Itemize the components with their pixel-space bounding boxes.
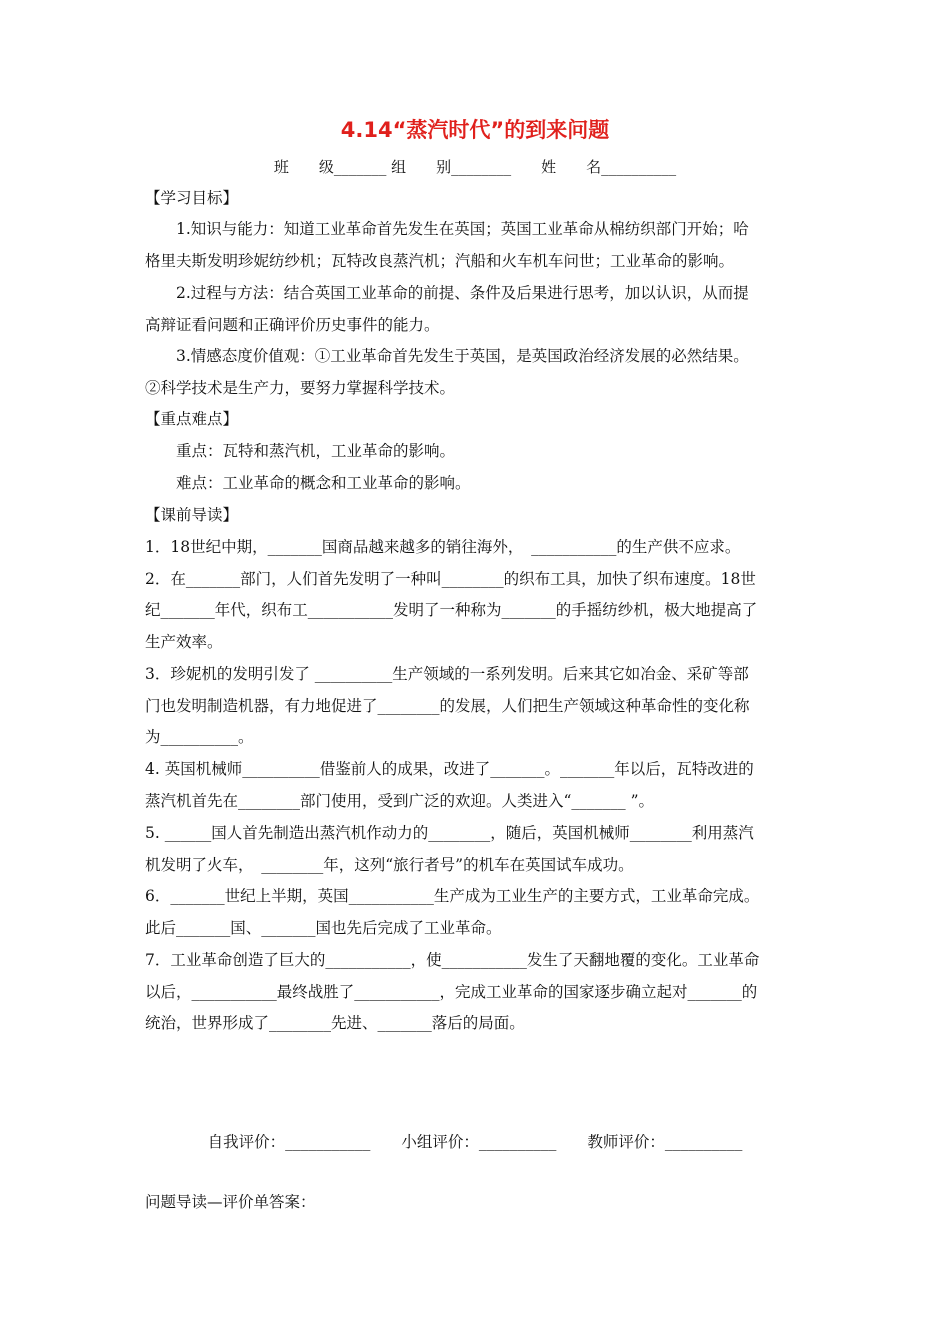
objective-line: 格里夫斯发明珍妮纺纱机；瓦特改良蒸汽机；汽船和火车机车问世；工业革命的影响。 xyxy=(145,252,735,270)
guide-line: 5. ______国人首先制造出蒸汽机作动力的________，随后，英国机械师________利用蒸汽 xyxy=(145,824,754,842)
objective-line: 2.过程与方法：结合英国工业革命的前提、条件及后果进行思考，加以认识，从而提 xyxy=(176,284,749,302)
guide-line: 4. 英国机械师__________借鉴前人的成果，改进了_______。_______年以后，瓦特改进的 xyxy=(145,760,754,778)
objectives-heading: 【学习目标】 xyxy=(145,189,239,207)
guide-line: 为__________。 xyxy=(145,728,254,746)
guide-line: 门也发明制造机器，有力地促进了________的发展，人们把生产领域这种革命性的变化称 xyxy=(145,697,750,715)
guide-line: 纪_______年代，织布工___________发明了一种称为_______的手摇纺纱机，极大地提高了 xyxy=(145,601,758,619)
guide-line: 1．18世纪中期，_______国商品越来越多的销往海外， ___________的生产供不应求。 xyxy=(145,538,741,556)
evaluation-line: 自我评价：___________ 小组评价：__________ 教师评价：__________ xyxy=(207,1133,743,1151)
guide-line: 机发明了火车， ________年，这列“旅行者号”的机车在英国试车成功。 xyxy=(145,856,634,874)
guide-line: 2．在_______部门，人们首先发明了一种叫________的织布工具，加快了织布速度。18世 xyxy=(145,570,756,588)
objective-line: 1.知识与能力：知道工业革命首先发生在英国；英国工业革命从棉纺织部门开始；哈 xyxy=(176,220,749,238)
objective-line: 高辩证看问题和正确评价历史事件的能力。 xyxy=(145,316,440,334)
guide-line: 6．_______世纪上半期，英国___________生产成为工业生产的主要方式，工业革命完成。 xyxy=(145,887,760,905)
key-points-heading: 【重点难点】 xyxy=(145,410,239,428)
guide-line: 以后，___________最终战胜了___________，完成工业革命的国家逐步确立起对_______的 xyxy=(145,983,758,1001)
guide-line: 此后_______国、_______国也先后完成了工业革命。 xyxy=(145,919,502,937)
document-title: 4.14“蒸汽时代”的到来问题 xyxy=(340,118,610,142)
guide-line: 蒸汽机首先在________部门使用，受到广泛的欢迎。人类进入“_______ ”。 xyxy=(145,792,655,810)
difficult-point: 难点：工业革命的概念和工业革命的影响。 xyxy=(176,474,471,492)
key-point: 重点：瓦特和蒸汽机，工业革命的影响。 xyxy=(176,442,456,460)
objective-line: ②科学技术是生产力，要努力掌握科学技术。 xyxy=(145,379,456,397)
guide-line: 3．珍妮机的发明引发了 __________生产领域的一系列发明。后来其它如冶金、采矿等部 xyxy=(145,665,749,683)
class-info-line: 班 级_______ 组 别________ 姓 名__________ xyxy=(273,158,677,176)
guide-line: 7．工业革命创造了巨大的___________，使___________发生了天翻地覆的变化。工业革命 xyxy=(145,951,760,969)
guide-line: 统治，世界形成了________先进、_______落后的局面。 xyxy=(145,1014,525,1032)
answer-label: 问题导读—评价单答案： xyxy=(145,1193,316,1211)
guide-heading: 【课前导读】 xyxy=(145,506,239,524)
objective-line: 3.情感态度价值观：①工业革命首先发生于英国，是英国政治经济发展的必然结果。 xyxy=(176,347,749,365)
guide-line: 生产效率。 xyxy=(145,633,223,651)
